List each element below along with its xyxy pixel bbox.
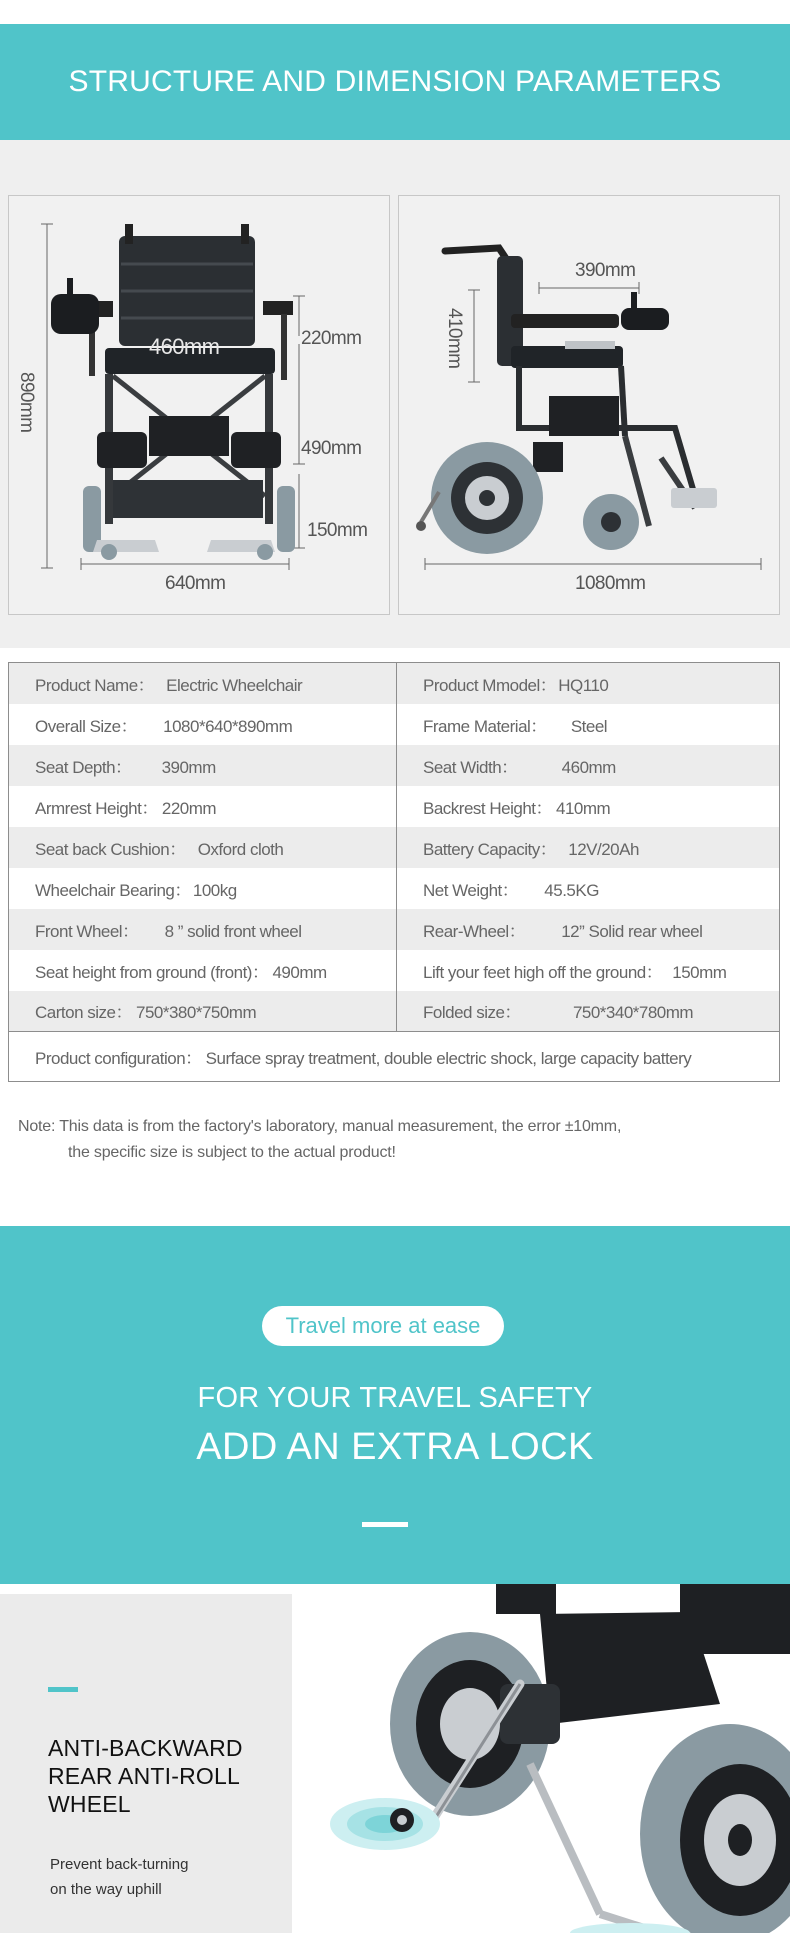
front-view-panel [8, 195, 390, 615]
feature-title-line: REAR ANTI-ROLL [48, 1763, 240, 1789]
table-row [9, 991, 780, 1032]
measurement-note [18, 1114, 621, 1166]
spec-cell: Front Wheel： 8 ” solid front wheel [9, 909, 397, 950]
spec-cell: Lift your feet high off the ground： 150mm [423, 962, 727, 982]
spec-cell: Seat height from ground (front)： 490mm [9, 950, 397, 991]
feature-desc-line: on the way uphill [50, 1881, 162, 1898]
front-backrest-label: 220mm [301, 328, 362, 349]
side-seat-depth-label: 390mm [575, 260, 636, 281]
feature-description [50, 1852, 280, 1902]
table-row [9, 868, 780, 909]
divider-bar [362, 1522, 408, 1527]
spec-cell: Product Name： Electric Wheelchair [9, 663, 397, 704]
dimension-diagrams [0, 140, 790, 648]
feature-text-card [0, 1594, 292, 1933]
table-row [9, 786, 780, 827]
feature-title-line: WHEEL [48, 1791, 131, 1817]
front-width-label: 640mm [165, 573, 226, 594]
spec-cell: Carton size： 750*380*750mm [9, 991, 397, 1032]
feature-desc-line: Prevent back-turning [50, 1856, 189, 1873]
section-title: STRUCTURE AND DIMENSION PARAMETERS [68, 65, 722, 98]
side-view-panel [398, 195, 780, 615]
side-view-wheelchair-illustration [399, 196, 781, 616]
anti-roll-feature [0, 1584, 790, 1933]
note-line-2: the specific size is subject to the actual product! [68, 1144, 396, 1161]
anti-roll-wheel-photo [300, 1584, 790, 1933]
spec-config-cell: Product configuration： Surface spray treatment, double electric shock, large capacity battery [9, 1032, 780, 1082]
spec-cell: Seat Width： 460mm [397, 745, 780, 786]
feature-title-line: ANTI-BACKWARD [48, 1735, 243, 1761]
spec-cell: Frame Material： Steel [423, 716, 608, 736]
specifications-section [0, 648, 790, 1228]
spec-cell: Wheelchair Bearing： 100kg [9, 868, 397, 909]
table-row [9, 950, 780, 991]
table-row [9, 909, 780, 950]
spec-cell: Folded size： 750*340*780mm [397, 991, 780, 1032]
table-row [9, 827, 780, 868]
spec-cell: Battery Capacity： 12V/20Ah [397, 827, 780, 868]
spec-cell: Overall Size： 1080*640*890mm [9, 704, 397, 745]
spec-cell: Seat Depth： 390mm [9, 745, 397, 786]
spec-cell: Product Mmodel： HQ110 [397, 663, 780, 704]
table-row [9, 663, 780, 704]
travel-heading-2: ADD AN EXTRA LOCK [196, 1426, 594, 1468]
feature-title [48, 1734, 288, 1818]
table-row [9, 1032, 780, 1082]
front-seat-to-footrest-label: 490mm [301, 438, 362, 459]
side-length-label: 1080mm [575, 573, 646, 594]
front-view-wheelchair-illustration [9, 196, 391, 616]
spec-cell: Net Weight： 45.5KG [423, 880, 599, 900]
note-line-1: Note: This data is from the factory's laboratory, manual measurement, the error ±10mm, [18, 1118, 622, 1135]
table-row [9, 704, 780, 745]
spec-cell: Seat back Cushion： Oxford cloth [9, 827, 397, 868]
spec-cell: Rear-Wheel： 12” Solid rear wheel [397, 909, 780, 950]
side-backrest-height-label: 410mm [444, 308, 465, 369]
front-height-label: 890mm [16, 372, 37, 433]
top-spacer [0, 0, 790, 24]
table-row [9, 745, 780, 786]
front-footrest-clearance-label: 150mm [307, 520, 368, 541]
specifications-table [8, 662, 780, 1082]
travel-safety-section [0, 1226, 790, 1584]
front-seat-width-label: 460mm [149, 334, 220, 359]
accent-bar [48, 1687, 78, 1692]
travel-tagline-pill: Travel more at ease [262, 1306, 504, 1346]
spec-cell: Armrest Height： 220mm [9, 786, 397, 827]
spec-cell: Backrest Height： 410mm [423, 798, 611, 818]
travel-heading-1: FOR YOUR TRAVEL SAFETY [197, 1382, 593, 1414]
section-title-banner [0, 24, 790, 140]
